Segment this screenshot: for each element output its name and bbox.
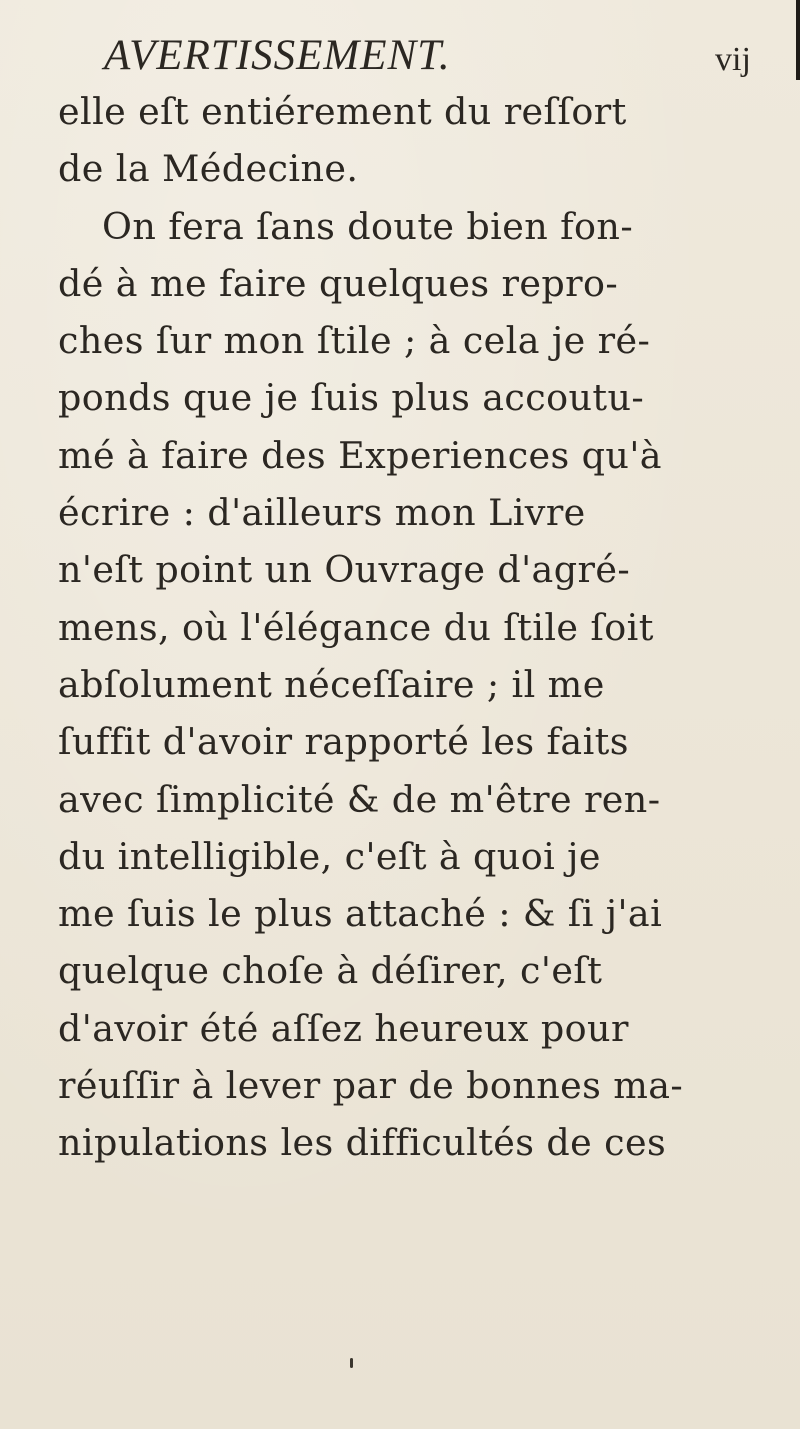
text-line: de la Médecine. bbox=[58, 147, 359, 191]
text-line: n'eſt point un Ouvrage d'agré- bbox=[58, 548, 631, 592]
text-line: On fera ſans doute bien fon- bbox=[102, 204, 634, 248]
text-line: ſuffit d'avoir rapporté les faits bbox=[58, 720, 629, 764]
text-line: ponds que je ſuis plus accoutu- bbox=[58, 376, 645, 420]
text-line: nipulations les difficultés de ces bbox=[58, 1121, 667, 1165]
running-title: AVERTISSEMENT. bbox=[104, 32, 451, 79]
text-line: dé à me faire quelques repro- bbox=[58, 261, 619, 305]
text-line: mé à faire des Experiences qu'à bbox=[58, 433, 662, 477]
text-line: réuſſir à lever par de bonnes ma- bbox=[58, 1064, 684, 1108]
text-line: me ſuis le plus attaché : & ſi j'ai bbox=[58, 892, 663, 936]
text-line: quelque choſe à déſirer, c'eſt bbox=[58, 949, 603, 993]
text-line: du intelligible, c'eſt à quoi je bbox=[58, 834, 601, 878]
text-line: abſolument néceſſaire ; il me bbox=[58, 662, 605, 706]
body-text bbox=[58, 83, 778, 1172]
text-line: d'avoir été aſſez heureux pour bbox=[58, 1006, 629, 1050]
text-line: avec ſimplicité & de m'être ren- bbox=[58, 777, 661, 821]
page-number: vij bbox=[715, 41, 751, 78]
text-line: ches ſur mon ſtile ; à cela je ré- bbox=[58, 319, 651, 363]
text-line: écrire : d'ailleurs mon Livre bbox=[58, 491, 586, 535]
ink-speck bbox=[350, 1358, 353, 1368]
text-line: elle eſt entiérement du reſſort bbox=[58, 90, 627, 133]
text-line: mens, où l'élégance du ſtile ſoit bbox=[58, 605, 654, 649]
